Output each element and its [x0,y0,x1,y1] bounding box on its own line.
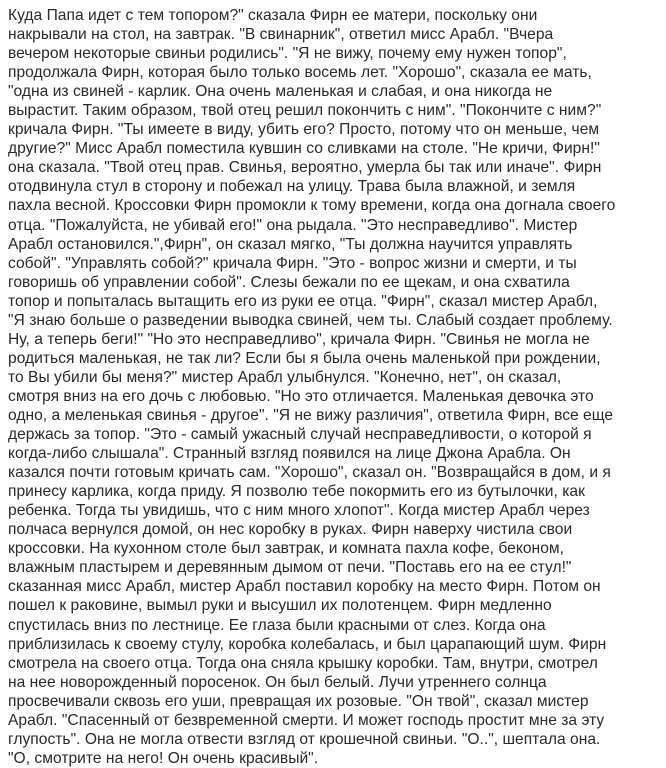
text-line: отца. "Пожалуйста, не убивай его!" она рыдала. "Это несправедливо". Мистер [8,216,578,234]
text-line: ребенка. Тогда ты увидишь, что с ним много хлопот". Когда мистер Арабл через [8,502,590,520]
text-line: говоришь об управлении собой". Слезы бежали по ее щекам, и она схватила [8,273,570,291]
text-line: собой". "Управлять собой?" кричала Фирн. "Это - вопрос жизни и смерти, и ты [8,254,577,272]
text-line: смотря вниз на его дочь с любовью. "Но это отличается. Маленькая девочка это [8,387,594,405]
text-line: вечером некоторые свиньи родились". "Я не вижу, почему ему нужен топор", [8,45,567,63]
text-line: Куда Папа идет с тем топором?" сказала Фирн ее матери, поскольку они [8,7,538,24]
text-line: "одна из свиней - карлик. Она очень маленькая и слабая, и она никогда не [8,83,553,101]
text-line: "О, смотрите на него! Он очень красивый". [8,749,319,767]
text-line: другие?" Мисс Арабл поместила кувшин со сливками на столе. "Не кричи, Фирн!" [8,140,600,158]
text-line: принесу карлика, когда приду. Я позволю тебе покормить его из бутылочки, как [8,483,585,501]
text-line: казался почти готовым кричать сам. "Хорошо", сказал он. "Возвращайся в дом, и я [8,464,611,482]
text-line: отодвинула стул в сторону и побежал на улицу. Трава была влажной, и земля [8,178,576,196]
text-line: кроссовки. На кухонном столе был завтрак, и комната пахла кофе, беконом, [8,540,564,558]
text-block [8,6,658,768]
text-line: когда-либо слышала". Странный взгляд появился на лице Джона Арабла. Он [8,445,571,463]
text-line: сказанная мисс Арабл, мистер Арабл поставил коробку на место Фирн. Потом он [8,578,601,596]
text-line: кричала Фирн. "Ты имеете в виду, убить его? Просто, потому что он меньше, чем [8,121,600,139]
text-line: держась за топор. "Это - самый ужасный случай несправедливости, о которой я [8,426,592,444]
text-line: вырастит. Таким образом, твой отец решил покончить с ним". "Покончите с ним?" [8,102,602,120]
text-line: она сказала. "Твой отец прав. Свинья, вероятно, умерла бы так или иначе". Фирн [8,159,602,177]
text-line: пахла весной. Кроссовки Фирн промокли к тому времени, когда она догнала своего [8,197,616,215]
text-line: полчаса вернулся домой, он нес коробку в руках. Фирн наверху чистила свои [8,521,573,539]
text-line: просвечивали сквозь его уши, превращая их розовые. "Он твой", сказал мистер [8,692,589,710]
text-line: накрывали на стол, на завтрак. "В свинарник", ответил мисс Арабл. "Вчера [8,26,554,44]
text-line: Арабл. "Спасенный от безвременной смерти. И может господь простит мне за эту [8,711,605,729]
text-line: на нее новорожденный поросенок. Он был белый. Лучи утреннего солнца [8,673,547,691]
text-line: топор и попыталась вытащить его из руки ее отца. "Фирн", сказал мистер Арабл, [8,292,598,310]
text-line: одно, а меленькая свинья - другое". "Я не вижу различия", ответила Фирн, все еще [8,406,614,424]
text-line: глупость". Она не могла отвести взгляд от крошечной свиньи. "О..", шептала она. [8,730,601,748]
text-line: "Я знаю больше о разведении выводка свиней, чем ты. Слабый создает проблему. [8,311,613,329]
text-line: то Вы убили бы меня?" мистер Арабл улыбнулся. "Конечно, нет", он сказал, [8,368,562,386]
text-line: Арабл остановился.",Фирн", он сказал мягко, "Ты должна научится управлять [8,235,573,253]
text-line: родиться маленькая, не так ли? Если бы я была очень маленькой при рождении, [8,349,601,367]
text-line: Ну, а теперь беги!" "Но это несправедливо", кричала Фирн. "Свинья не могла не [8,330,590,348]
text-line: смотрела на своего отца. Тогда она сняла крышку коробки. Там, внутри, смотрел [8,654,598,672]
text-line: спустилась вниз по лестнице. Ее глаза были красными от слез. Когда она [8,616,546,634]
text-line: пошел к раковине, вымыл руки и высушил их полотенцем. Фирн медленно [8,597,552,615]
text-line: приблизилась к своему стулу, коробка колебалась, и был царапающий шум. Фирн [8,635,607,653]
text-line: влажным пластырем и деревянным дымом от печи. "Поставь его на ее стул!" [8,559,572,577]
text-line: продолжала Фирн, которая было только восемь лет. "Хорошо", сказала ее мать, [8,64,592,82]
